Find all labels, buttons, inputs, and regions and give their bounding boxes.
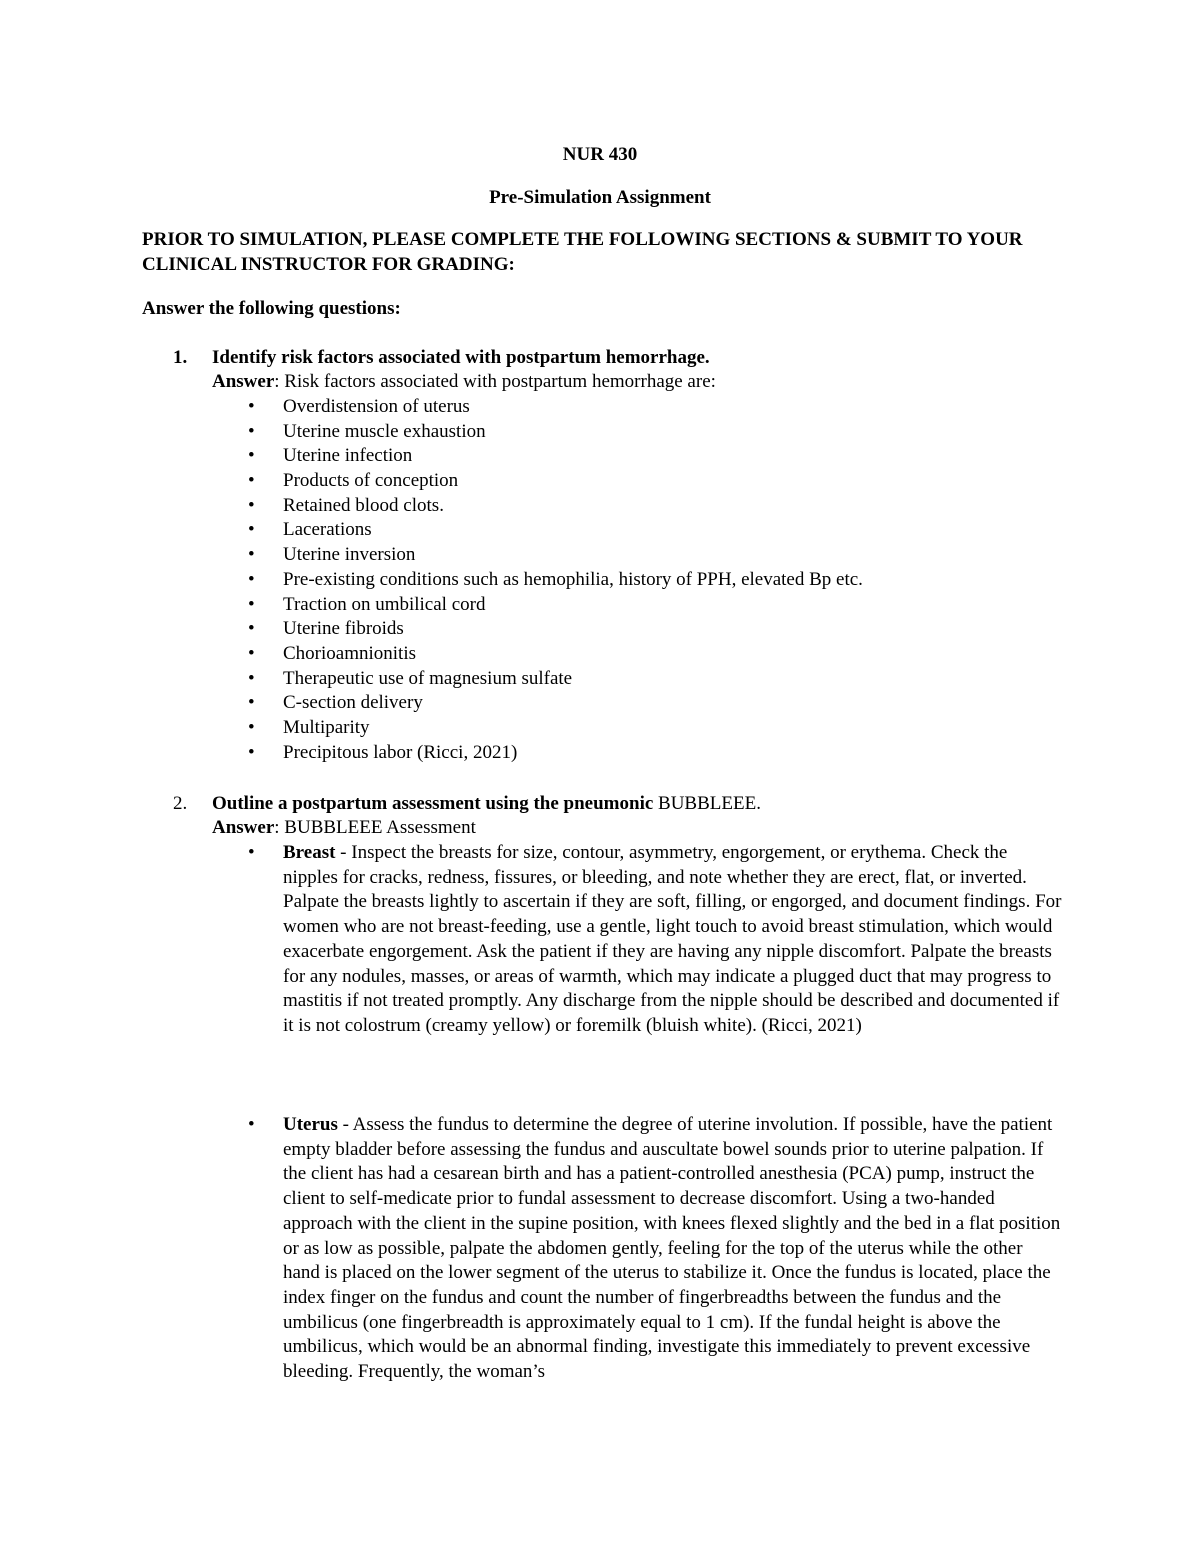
list-item xyxy=(0,642,863,667)
instruction-text: PRIOR TO SIMULATION, PLEASE COMPLETE THE FOLLOWING SECTIONS & SUBMIT TO YOUR CLINICAL INSTRUCTOR FOR GRADING: xyxy=(142,229,1023,275)
list-item xyxy=(0,469,863,494)
bullet-icon: • xyxy=(248,692,255,714)
list-item xyxy=(0,691,863,716)
list-item xyxy=(0,667,863,692)
answer-label: Answer xyxy=(212,817,275,838)
question-text: Identify risk factors associated with postpartum hemorrhage. xyxy=(212,347,710,368)
list-item-text: Uterine muscle exhaustion xyxy=(283,420,486,442)
question-number: 1. xyxy=(173,347,188,368)
list-item xyxy=(0,593,863,618)
bullet-icon: • xyxy=(248,494,255,516)
answer-intro-text: : Risk factors associated with postpartum hemorrhage are: xyxy=(274,371,716,392)
answer-heading: Answer the following questions: xyxy=(142,298,401,319)
list-item xyxy=(0,444,863,469)
bullet-icon: • xyxy=(248,642,255,664)
bullet-icon: • xyxy=(248,568,255,590)
uterus-label: Uterus xyxy=(283,1114,338,1135)
bullet-icon: • xyxy=(248,470,255,492)
bullet-icon: • xyxy=(248,519,255,541)
list-item xyxy=(0,543,863,568)
bullet-icon: • xyxy=(248,544,255,566)
list-item xyxy=(0,518,863,543)
list-item-text: C-section delivery xyxy=(283,692,423,714)
risk-factor-list xyxy=(0,395,863,765)
list-item xyxy=(0,617,863,642)
list-item-text: Pre-existing conditions such as hemophilia, history of PPH, elevated Bp etc. xyxy=(283,568,863,590)
bullet-icon: • xyxy=(248,716,255,738)
question-number: 2. xyxy=(173,793,188,814)
assignment-title: Pre-Simulation Assignment xyxy=(489,187,711,208)
answer-intro-text: : BUBBLEEE Assessment xyxy=(274,817,476,838)
breast-assessment xyxy=(248,841,1063,1039)
bullet-icon: • xyxy=(248,618,255,640)
answer-label: Answer xyxy=(212,371,275,392)
answer-2-intro xyxy=(212,816,476,841)
bullet-icon: • xyxy=(248,741,255,763)
question-bold-text: Outline a postpartum assessment using the pneumonic xyxy=(212,793,654,814)
list-item-text: Overdistension of uterus xyxy=(283,396,470,417)
list-item-text: Lacerations xyxy=(283,519,372,541)
list-item-text: Uterine infection xyxy=(283,445,413,467)
uterus-assessment xyxy=(248,1113,1063,1385)
list-item xyxy=(0,741,863,766)
answer-1-intro xyxy=(212,370,716,395)
list-item-text: Precipitous labor (Ricci, 2021) xyxy=(283,741,518,763)
list-item xyxy=(0,420,863,445)
list-item-text: Products of conception xyxy=(283,470,459,492)
course-title: NUR 430 xyxy=(562,144,638,165)
question-text xyxy=(212,792,761,817)
bullet-icon: • xyxy=(248,593,255,615)
list-item xyxy=(0,494,863,519)
list-item-text: Therapeutic use of magnesium sulfate xyxy=(283,667,573,689)
list-item-text: Uterine inversion xyxy=(283,544,416,566)
question-rest-text: BUBBLEEE. xyxy=(653,793,761,814)
breast-label: Breast xyxy=(283,842,336,863)
bullet-icon: • xyxy=(248,396,255,417)
list-item xyxy=(0,568,863,593)
list-item-text: Multiparity xyxy=(283,716,370,738)
list-item-text: Uterine fibroids xyxy=(283,618,404,640)
bullet-icon: • xyxy=(248,667,255,689)
list-item xyxy=(0,716,863,741)
bullet-icon: • xyxy=(248,420,255,442)
bullet-icon: • xyxy=(248,445,255,467)
list-item-text: Traction on umbilical cord xyxy=(283,593,486,615)
uterus-text: - Assess the fundus to determine the degree of uterine involution. If possible, have the patient empty bladder before assessing the fundus and auscultate bowel sounds prior to uterine palpation. If the client has had a cesarean birth and has a patient-controlled anesthesia (PCA) pump, instruct the client to self-medicate prior to fundal assessment to decrease discomfort. Using a two-handed approach with the client in the supine position, with knees flexed slightly and the bed in a flat position or as low as possible, palpate the abdomen gently, feeling for the top of the uterus while the other hand is placed on the lower segment of the uterus to stabilize it. Once the fundus is located, place the index finger on the fundus and count the number of fingerbreadths between the fundus and the umbilicus (one fingerbreadth is approximately equal to 1 cm). If the fundal height is above the umbilicus, which would be an abnormal finding, investigate this immediately to prevent excessive bleeding. Frequently, the woman’s xyxy=(283,1114,1061,1383)
bullet-icon: • xyxy=(248,842,255,863)
list-item-text: Retained blood clots. xyxy=(283,494,444,516)
bullet-icon: • xyxy=(248,1114,255,1135)
list-item xyxy=(0,395,863,420)
breast-text: - Inspect the breasts for size, contour, asymmetry, engorgement, or erythema. Check the nipples for cracks, redness, fissures, or bleeding, and note whether they are erect, flat, or inverted. Palpate the breasts lightly to ascertain if they are soft, filling, or engorged, and document findings. For women who are not breast-feeding, use a gentle, light touch to avoid breast stimulation, which would exacerbate engorgement. Ask the patient if they are having any nipple discomfort. Palpate the breasts for any nodules, masses, or areas of warmth, which may indicate a plugged duct that may progress to mastitis if not treated promptly. Any discharge from the nipple should be described and documented if it is not colostrum (creamy yellow) or foremilk (bluish white). (Ricci, 2021) xyxy=(283,842,1062,1036)
list-item-text: Chorioamnionitis xyxy=(283,642,416,664)
